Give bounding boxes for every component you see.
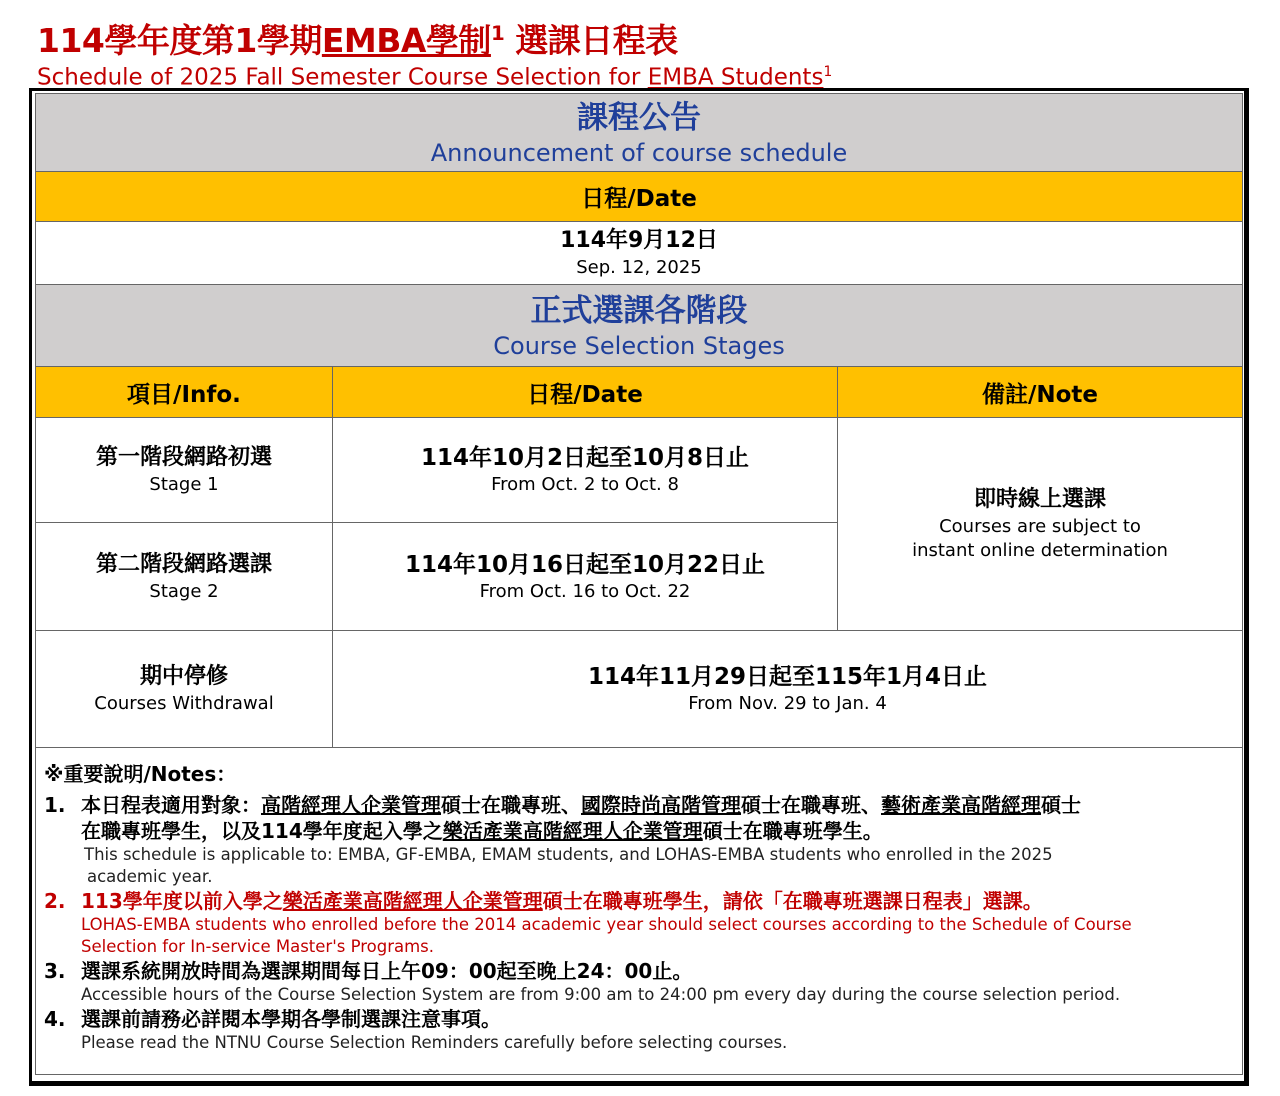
announcement-date-header [36, 172, 1243, 222]
note-text: 碩士在職專班、 [441, 793, 581, 817]
stage-note-zh: 即時線上選課 [974, 487, 1107, 512]
stage-info-cell [36, 523, 333, 631]
column-header-date: 日程/Date [333, 367, 838, 418]
stages-heading [36, 285, 1243, 367]
stages-heading-zh: 正式選課各階段 [530, 292, 748, 329]
stage-info-zh: 第二階段網路選課 [95, 551, 272, 577]
note-text: 碩士在職專班學生，請依「在職專班選課日程表」選課。 [542, 889, 1043, 913]
note-text: 113學年度以前入學之 [81, 889, 283, 913]
note-en: Please read the NTNU Course Selection Reminders carefully before selecting courses. [81, 1033, 788, 1052]
note-item-2 [44, 888, 1234, 958]
stage-note-cell [838, 418, 1243, 631]
announcement-heading [36, 94, 1243, 172]
note-en-line1: This schedule is applicable to: EMBA, GF-EMBA, EMAM students, and LOHAS-EMBA students who enrolled in the 2025 [84, 845, 1053, 864]
stage-info-zh: 第一階段網路初選 [95, 445, 272, 470]
stage-date-en: From Oct. 2 to Oct. 8 [491, 474, 679, 495]
program-name-emba: 高階經理人企業管理 [261, 793, 441, 817]
program-name-gf-emba: 國際時尚高階管理 [581, 793, 741, 817]
note-item-3 [44, 958, 1234, 1006]
title-zh-part: 114學年度第1學期 [37, 21, 322, 60]
note-text: 本日程表適用對象： [81, 793, 261, 817]
title-footnote-mark: 1 [490, 22, 505, 45]
stages-column-headers [36, 367, 1243, 418]
title-en-emba: EMBA Students [647, 64, 824, 91]
title-zh-part: 選課日程表 [504, 21, 678, 60]
schedule-table [35, 93, 1243, 1075]
title-zh-emba: EMBA學制 [321, 21, 491, 60]
note-zh: 選課前請務必詳閱本學期各學制選課注意事項。 [81, 1007, 501, 1031]
stage-date-zh: 114年10月2日起至10月8日止 [420, 445, 750, 471]
note-number: 1. [44, 793, 66, 817]
stage-date-zh: 114年11月29日起至115年1月4日止 [587, 664, 988, 690]
stage-date-cell [333, 418, 838, 523]
column-header-info: 項目/Info. [36, 367, 333, 418]
note-text: 碩士在職專班學生。 [702, 819, 883, 843]
note-en-line2: academic year. [87, 867, 213, 886]
stage-info-zh: 期中停修 [139, 664, 228, 689]
table-row [36, 418, 1243, 523]
note-en-line2: Selection for In-service Master's Programs. [81, 937, 435, 956]
note-zh: 選課系統開放時間為選課期間每日上午09：00起至晚上24：00止。 [81, 959, 693, 983]
stage-date-en: From Oct. 16 to Oct. 22 [479, 580, 691, 602]
stage-info-cell [36, 631, 333, 748]
program-name-lohas-emba: 樂活產業高階經理人企業管理 [442, 819, 703, 843]
stage-info-cell [36, 418, 333, 523]
stage-date-en: From Nov. 29 to Jan. 4 [688, 693, 887, 714]
note-item-4 [44, 1006, 1234, 1054]
note-number: 3. [44, 959, 66, 983]
stage-date-cell [333, 523, 838, 631]
stage-date-zh: 114年10月16日起至10月22日止 [404, 551, 766, 578]
notes-heading: ※重要說明/Notes： [44, 762, 237, 786]
page-title [37, 14, 678, 61]
notes-section [36, 748, 1243, 1075]
stage-note-en-line2: instant online determination [912, 540, 1168, 561]
subtitle-footnote-mark: 1 [823, 64, 833, 80]
stage-date-cell [333, 631, 1243, 748]
note-text: 在職專班學生，以及114學年度起入學之 [81, 819, 443, 843]
date-header-label: 日程/Date [581, 186, 697, 212]
program-name-emam: 藝術產業高階經理 [881, 793, 1041, 817]
stage-info-en: Courses Withdrawal [94, 693, 274, 714]
stage-info-en: Stage 1 [149, 474, 219, 495]
announcement-heading-zh: 課程公告 [577, 99, 701, 136]
stage-info-en: Stage 2 [149, 580, 219, 602]
note-number: 2. [44, 889, 66, 913]
column-header-note: 備註/Note [838, 367, 1243, 418]
announcement-heading-en: Announcement of course schedule [430, 138, 848, 167]
table-row [36, 631, 1243, 748]
program-name-lohas-emba: 樂活產業高階經理人企業管理 [282, 889, 543, 913]
note-en: Accessible hours of the Course Selection System are from 9:00 am to 24:00 pm every day during the course selection period. [81, 985, 1121, 1004]
note-text: 碩士在職專班、 [741, 793, 881, 817]
title-en-part: Schedule of 2025 Fall Semester Course Selection for [37, 64, 648, 91]
note-item-1 [44, 792, 1234, 888]
note-text: 碩士 [1041, 793, 1081, 817]
note-en-line1: LOHAS-EMBA students who enrolled before the 2014 academic year should select courses according to the Schedule of Course [81, 915, 1132, 934]
announcement-date-cell [36, 222, 1243, 285]
announcement-date-en: Sep. 12, 2025 [576, 257, 702, 278]
note-number: 4. [44, 1007, 66, 1031]
stages-heading-en: Course Selection Stages [493, 331, 785, 360]
announcement-date-zh: 114年9月12日 [560, 228, 718, 253]
stage-note-en-line1: Courses are subject to [939, 516, 1141, 537]
